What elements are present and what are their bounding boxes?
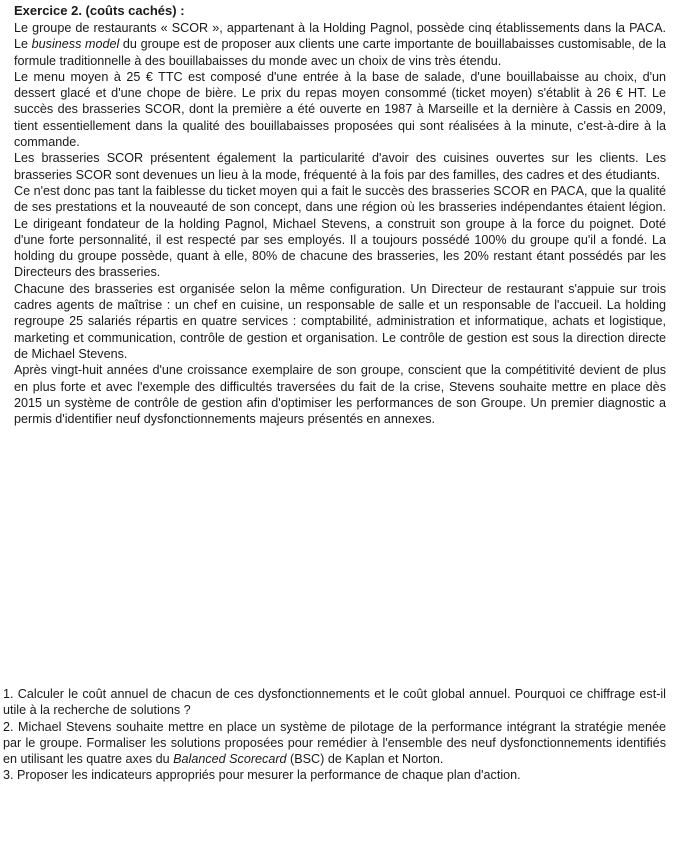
- paragraph-open-kitchens: Les brasseries SCOR présentent également la particularité d'avoir des cuisines ouvertes sur les clients. Les brasseries SCOR sont devenues un lieu à la mode, fréquenté à la fois par des familles, des cadres et des étudiants.: [14, 151, 666, 182]
- exercise-title: Exercice 2. (coûts cachés) :: [14, 3, 185, 18]
- paragraph-menu: Le menu moyen à 25 € TTC est composé d'une entrée à la base de salade, d'une bouillabaisse au choix, d'un dessert glacé et d'une chope de bière. Le prix du repas moyen consommé (ticket moyen) s'établit à 26 € HT. Le succès des brasseries SCOR, dont la première a été ouverte en 1987 à Marseille et la dernière à Cassis en 2009, tient essentiellement dans la qualité des bouillabaisses proposées qui sont réalisées à la minute, c'est-à-dire à la commande.: [14, 69, 666, 150]
- paragraph-success: Ce n'est donc pas tant la faiblesse du ticket moyen qui a fait le succès des brasseries SCOR en PACA, que la qualité de ses prestations et la nouveauté de son concept, dans une région où les brasseries indépendantes étaient légion. Le dirigeant fondateur de la holding Pagnol, Michael Stevens, a construit son groupe à la force du poignet. Doté d'une forte personnalité, il est respecté par ses employés. Il a toujours possédé 100% du groupe qu'il a fondé. La holding du groupe possède, quant à elle, 80% de chacune des brasseries, les 20% restant étant possédés par les Directeurs des brasseries.: [14, 183, 666, 280]
- question-text: 2. Michael Stevens souhaite mettre en place un système de pilotage de la performance intégrant la stratégie menée par le groupe. Formaliser les solutions proposées pour remédier à l'ensemble des neuf dysfonctionnements identifiés en utilisant les quatre axes du: [3, 719, 666, 767]
- question-3: 3. Proposer les indicateurs appropriés pour mesurer la performance de chaque plan d'action.: [3, 768, 521, 783]
- exercise-body: [14, 20, 666, 427]
- question-text: (BSC) de Kaplan et Norton.: [286, 752, 444, 767]
- question-1: 1. Calculer le coût annuel de chacun de ces dysfonctionnements et le coût global annuel. Pourquoi ce chiffrage est-il utile à la recherche de solutions ?: [3, 687, 666, 718]
- paragraph-text: du groupe est de proposer aux clients une carte importante de bouillabaisses customisable, de la formule traditionnelle à des bouillabaisses du monde avec un choix de vins très étendu.: [14, 37, 666, 68]
- emphasis-balanced-scorecard: Balanced Scorecard: [173, 752, 287, 767]
- paragraph-text: Le groupe de restaurants « SCOR », appartenant à la Holding Pagnol, possède cinq établissements dans la PACA. Le: [14, 21, 666, 52]
- paragraph-diagnostic: Après vingt-huit années d'une croissance exemplaire de son groupe, conscient que la compétitivité devient de plus en plus forte et avec l'exemple des difficultés traversées du fait de la crise, Stevens souhaite mettre en place dès 2015 un système de contrôle de gestion afin d'optimiser les performances de son Groupe. Un premier diagnostic a permis d'identifier neuf dysfonctionnements majeurs présentés en annexes.: [14, 363, 666, 427]
- paragraph-organisation: Chacune des brasseries est organisée selon la même configuration. Un Directeur de restaurant s'appuie sur trois cadres agents de maîtrise : un chef en cuisine, un responsable de salle et un responsable de l'accueil. La holding regroupe 25 salariés répartis en quatre services : comptabilité, administration et informatique, achats et logistique, marketing et communication, contrôle de gestion et organisation. Le contrôle de gestion est sous la direction directe de Michael Stevens.: [14, 281, 666, 361]
- question-2: [3, 719, 666, 768]
- questions-list: [3, 686, 666, 784]
- paragraph-business-model: [14, 20, 666, 69]
- emphasis-business-model: business model: [31, 37, 120, 52]
